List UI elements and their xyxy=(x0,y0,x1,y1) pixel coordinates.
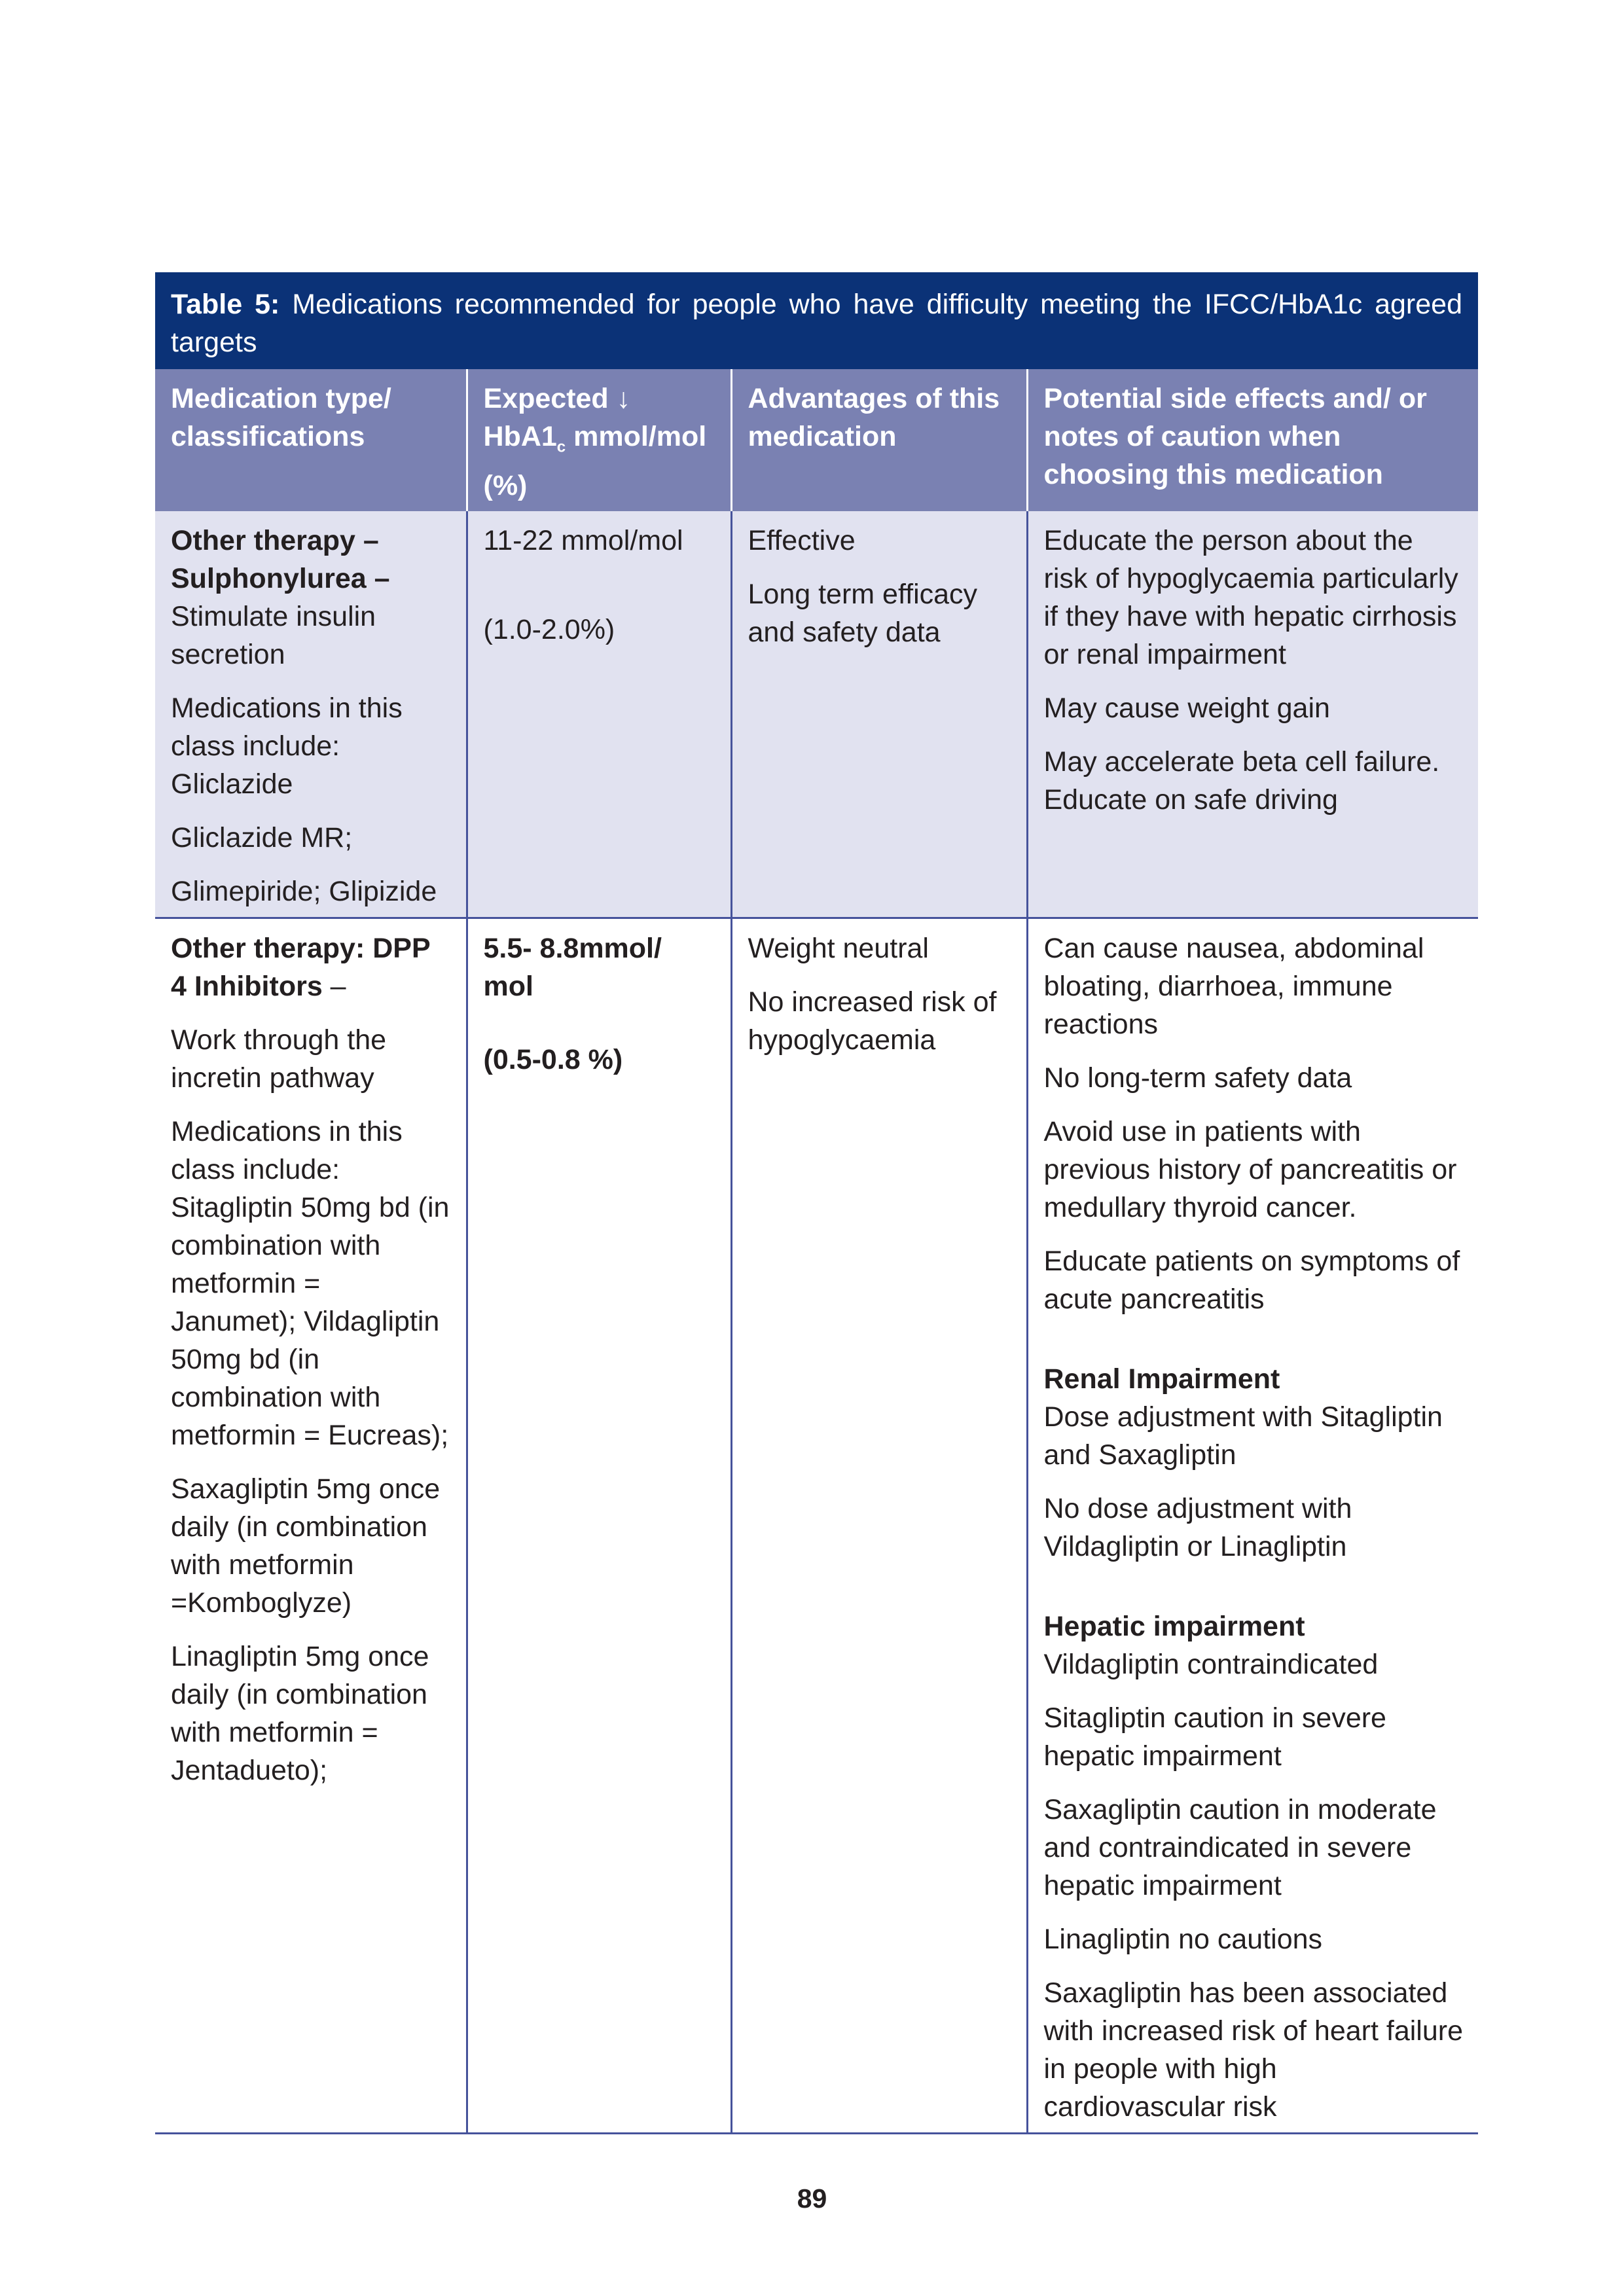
dpp4-title-dash: – xyxy=(322,970,346,1002)
sulphonylurea-side-weight: May cause weight gain xyxy=(1043,692,1330,724)
cell-dpp4-expected xyxy=(467,918,731,2133)
dpp4-mmol: 5.5- 8.8mmol/ mol xyxy=(483,932,662,1002)
sulphonylurea-title: Other therapy – Sulphonylurea – xyxy=(171,524,390,594)
renal-impairment-heading: Renal Impairment xyxy=(1043,1363,1280,1395)
dpp4-side-pancreatitis: Avoid use in patients with previous history of pancreatitis or medullary thyroid cancer. xyxy=(1043,1115,1457,1223)
sulphonylurea-mmol: 11-22 mmol/mol xyxy=(483,524,683,556)
table-caption xyxy=(155,272,1478,369)
cell-dpp4-side-effects xyxy=(1027,918,1478,2133)
table-row-dpp4 xyxy=(155,918,1478,2133)
table-caption-label: Table 5: xyxy=(171,289,280,320)
hepatic-sitagliptin: Sitagliptin caution in severe hepatic impairment xyxy=(1043,1702,1386,1772)
cell-sulphonylurea-type xyxy=(155,511,467,918)
dpp4-side-nausea: Can cause nausea, abdominal bloating, diarrhoea, immune reactions xyxy=(1043,932,1424,1040)
dpp4-renal-block xyxy=(1044,1360,1464,1474)
header-advantages: Advantages of this medication xyxy=(731,369,1027,511)
page-number: 89 xyxy=(797,2183,827,2214)
sulphonylurea-percent: (1.0-2.0%) xyxy=(483,613,615,645)
dpp4-side-safety: No long-term safety data xyxy=(1043,1062,1352,1094)
dpp4-percent: (0.5-0.8 %) xyxy=(483,1043,623,1075)
sulphonylurea-type-text xyxy=(171,522,452,673)
dpp4-title: Other therapy: DPP 4 Inhibitors xyxy=(171,932,430,1002)
sulphonylurea-mechanism: Stimulate insulin secretion xyxy=(171,600,376,670)
header-expected-hba1c-sub: c xyxy=(556,438,566,456)
dpp4-linagliptin: Linagliptin 5mg once daily (in combination with metformin = Jentadueto); xyxy=(171,1640,429,1786)
cell-dpp4-advantages xyxy=(731,918,1027,2133)
sulphonylurea-glimepiride: Glimepiride; Glipizide xyxy=(171,875,437,907)
dpp4-adv-weight: Weight neutral xyxy=(748,932,929,964)
sulphonylurea-side-beta: May accelerate beta cell failure. Educate on safe driving xyxy=(1043,745,1440,816)
renal-dose-adjustment: Dose adjustment with Sitagliptin and Saxagliptin xyxy=(1043,1401,1443,1471)
cell-sulphonylurea-side-effects xyxy=(1027,511,1478,918)
sulphonylurea-gliclazide-mr: Gliclazide MR; xyxy=(171,821,353,853)
header-side-effects: Potential side effects and/ or notes of caution when choosing this medication xyxy=(1027,369,1478,511)
table-row-sulphonylurea xyxy=(155,511,1478,918)
dpp4-hepatic-block xyxy=(1044,1607,1464,1683)
cell-sulphonylurea-advantages xyxy=(731,511,1027,918)
header-expected-hba1c-post: mmol/mol (%) xyxy=(483,421,707,501)
hepatic-impairment-heading: Hepatic impairment xyxy=(1043,1610,1305,1642)
hepatic-saxagliptin: Saxagliptin caution in moderate and contraindicated in severe hepatic impairment xyxy=(1043,1793,1437,1901)
hepatic-heart-failure: Saxagliptin has been associated with increased risk of heart failure in people with high cardiovascular risk xyxy=(1043,1977,1464,2123)
sulphonylurea-class-list: Medications in this class include: Gliclazide xyxy=(171,692,403,800)
medications-table-block xyxy=(155,272,1478,2134)
sulphonylurea-adv-effective: Effective xyxy=(748,524,856,556)
medications-table xyxy=(155,369,1478,2134)
sulphonylurea-side-hypo: Educate the person about the risk of hypoglycaemia particularly if they have with hepatic cirrhosis or renal impairment xyxy=(1043,524,1458,670)
dpp4-mechanism: Work through the incretin pathway xyxy=(171,1024,387,1094)
sulphonylurea-adv-efficacy: Long term efficacy and safety data xyxy=(748,578,978,648)
header-expected-hba1c xyxy=(467,369,731,511)
table-caption-text: Medications recommended for people who have difficulty meeting the IFCC/HbA1c agreed targets xyxy=(171,289,1462,358)
header-expected-hba1c-pre: Expected ↓ HbA1 xyxy=(483,383,631,452)
dpp4-saxagliptin: Saxagliptin 5mg once daily (in combination with metformin =Komboglyze) xyxy=(171,1473,441,1619)
table-header-row xyxy=(155,369,1478,511)
hepatic-vildagliptin: Vildagliptin contraindicated xyxy=(1043,1648,1379,1680)
header-medication-type: Medication type/ classifications xyxy=(155,369,467,511)
cell-dpp4-type xyxy=(155,918,467,2133)
dpp4-class-list: Medications in this class include: Sitagliptin 50mg bd (in combination with metformin = Janumet); Vildagliptin 50mg bd (in combination with metformin = Eucreas); xyxy=(171,1115,450,1451)
dpp4-title-text xyxy=(171,929,452,1005)
dpp4-adv-hypo: No increased risk of hypoglycaemia xyxy=(748,986,997,1056)
cell-sulphonylurea-expected xyxy=(467,511,731,918)
hepatic-linagliptin: Linagliptin no cautions xyxy=(1043,1923,1323,1955)
dpp4-side-educate: Educate patients on symptoms of acute pancreatitis xyxy=(1043,1245,1460,1315)
renal-no-dose-adjustment: No dose adjustment with Vildagliptin or Linagliptin xyxy=(1043,1492,1352,1562)
